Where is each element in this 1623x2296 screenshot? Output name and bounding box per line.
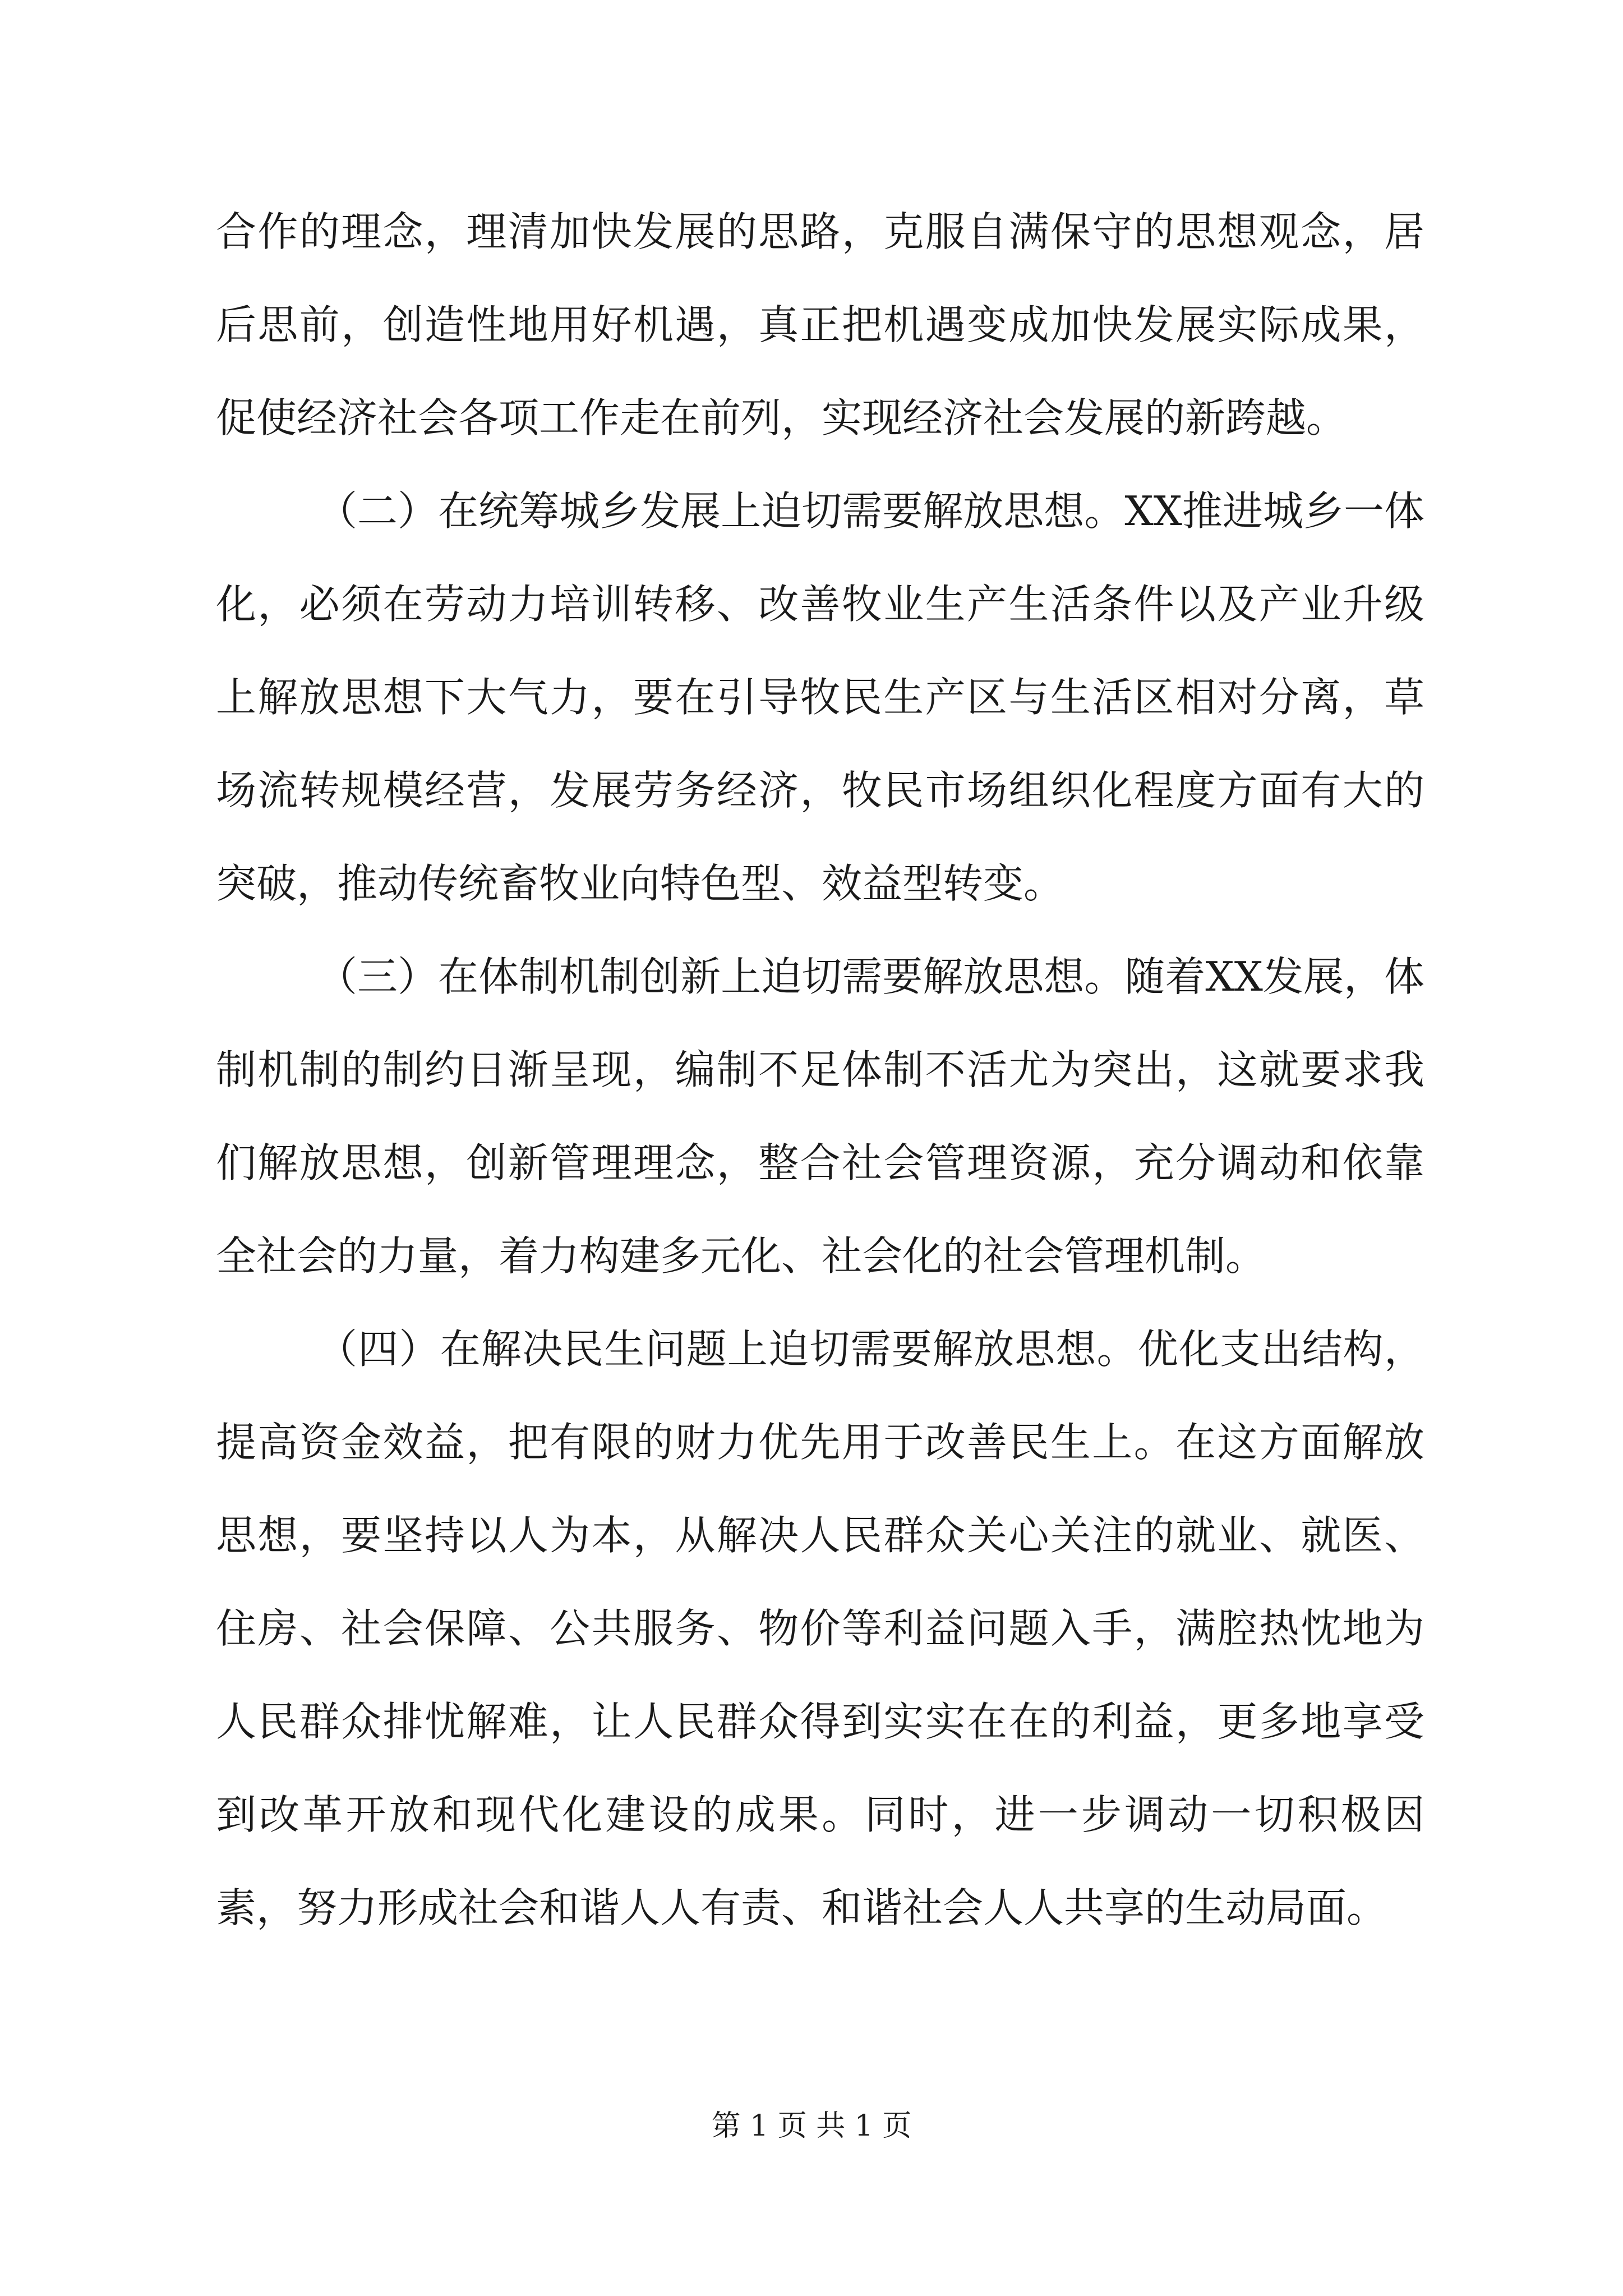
paragraph-section-3: （三）在体制机制创新上迫切需要解放思想。随着XX发展，体制机制的制约日渐呈现，编制不足体制不活尤为突出，这就要求我们解放思想，创新管理理念，整合社会管理资源，充分调动和依靠全社会的力量，着力构建多元化、社会化的社会管理机制。 xyxy=(216,953,1424,1280)
paragraph-section-4: （四）在解决民生问题上迫切需要解放思想。优化支出结构，提高资金效益，把有限的财力优先用于改善民生上。在这方面解放思想，要坚持以人为本，从解决人民群众关心关注的就业、就医、住房、社会保障、公共服务、物价等利益问题入手，满腔热忱地为人民群众排忧解难，让人民群众得到实实在在的利益，更多地享受到改革开放和现代化建设的成果。同时，进一步调动一切积极因素，努力形成社会和谐人人有责、和谐社会人人共享的生动局面。 xyxy=(216,1326,1424,1931)
paragraph-section-2: （二）在统筹城乡发展上迫切需要解放思想。XX推进城乡一体化，必须在劳动力培训转移、改善牧业生产生活条件以及产业升级上解放思想下大气力，要在引导牧民生产区与生活区相对分离，草场流转规模经营，发展劳务经济，牧民市场组织化程度方面有大的突破，推动传统畜牧业向特色型、效益型转变。 xyxy=(216,487,1424,907)
page-footer xyxy=(0,2106,1623,2146)
page-number-label: 第 1 页 共 1 页 xyxy=(711,2109,912,2143)
document-body xyxy=(216,185,1424,1954)
paragraph-continuation: 合作的理念，理清加快发展的思路，克服自满保守的思想观念，居后思前，创造性地用好机遇，真正把机遇变成加快发展实际成果，促使经济社会各项工作走在前列，实现经济社会发展的新跨越。 xyxy=(216,208,1424,441)
